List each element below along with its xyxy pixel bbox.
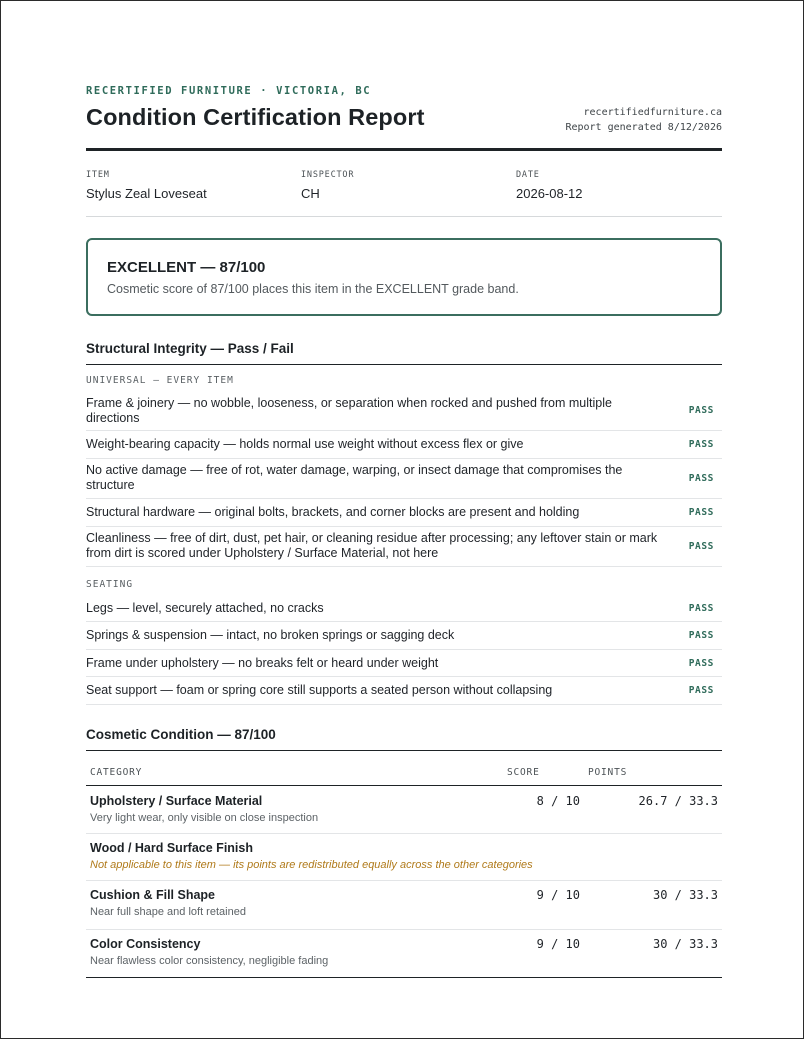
pass-badge: PASS: [688, 473, 714, 484]
table-row: [86, 930, 722, 977]
category-points: 30 / 33.3: [652, 937, 718, 951]
table-row: [86, 834, 722, 881]
check-text: Seat support — foam or spring core still supports a seated person without collapsing: [86, 683, 553, 697]
structural-row: [86, 390, 722, 431]
table-bottom-rule: [86, 977, 722, 978]
pass-badge: PASS: [688, 507, 714, 518]
universal-subheading: UNIVERSAL — EVERY ITEM: [86, 375, 234, 386]
pass-badge: PASS: [688, 685, 714, 696]
cosmetic-table-header: [86, 767, 722, 786]
category-name: Upholstery / Surface Material: [90, 794, 263, 808]
category-description: Near full shape and loft retained: [90, 906, 246, 918]
structural-row: [86, 677, 722, 705]
category-points: 26.7 / 33.3: [638, 794, 718, 808]
check-text: Cleanliness — free of dirt, dust, pet hair, or cleaning residue after processing; any leftover stain or mark from dirt is scored under Upholstery / Surface Material, not here: [86, 531, 658, 560]
check-text: Frame under upholstery — no breaks felt or heard under weight: [86, 656, 439, 670]
category-name: Color Consistency: [90, 937, 201, 951]
category-name: Wood / Hard Surface Finish: [90, 841, 253, 855]
report-title: Condition Certification Report: [86, 104, 425, 130]
inspector-value: CH: [301, 186, 320, 201]
structural-row: [86, 459, 722, 499]
brand-line: RECERTIFIED FURNITURE · VICTORIA, BC: [86, 85, 372, 97]
check-text: Structural hardware — original bolts, brackets, and corner blocks are present and holding: [86, 505, 580, 519]
category-description: Not applicable to this item — its points are redistributed equally across the other categories: [90, 859, 533, 871]
seating-subheading: SEATING: [86, 579, 134, 590]
item-value: Stylus Zeal Loveseat: [86, 186, 207, 201]
check-text: Frame & joinery — no wobble, looseness, or separation when rocked and pushed from multiple directions: [86, 396, 612, 425]
category-description: Very light wear, only visible on close inspection: [90, 812, 319, 824]
pass-badge: PASS: [688, 630, 714, 641]
website-link[interactable]: recertifiedfurniture.ca: [583, 107, 722, 118]
check-text: No active damage — free of rot, water damage, warping, or insect damage that compromises the structure: [86, 463, 623, 492]
meta-item: [86, 170, 207, 201]
structural-row: [86, 527, 722, 567]
header-divider: [86, 148, 722, 151]
check-text: Legs — level, securely attached, no cracks: [86, 601, 324, 615]
table-row: [86, 881, 722, 930]
category-description: Near flawless color consistency, negligible fading: [90, 955, 329, 967]
meta-divider: [86, 216, 722, 217]
cosmetic-heading: Cosmetic Condition — 87/100: [86, 727, 276, 742]
structural-row: [86, 650, 722, 677]
item-label: ITEM: [86, 170, 110, 180]
grade-description: Cosmetic score of 87/100 places this item in the EXCELLENT grade band.: [107, 282, 519, 296]
pass-badge: PASS: [688, 405, 714, 416]
cosmetic-divider: [86, 750, 722, 751]
structural-row: [86, 499, 722, 527]
pass-badge: PASS: [688, 439, 714, 450]
grade-summary-box: [86, 238, 722, 316]
check-text: Weight-bearing capacity — holds normal use weight without excess flex or give: [86, 437, 524, 451]
date-label: DATE: [516, 170, 540, 180]
col-score: SCORE: [507, 767, 540, 778]
inspector-label: INSPECTOR: [301, 170, 355, 180]
category-score: 8 / 10: [536, 794, 580, 808]
structural-heading: Structural Integrity — Pass / Fail: [86, 341, 294, 356]
table-row: [86, 786, 722, 834]
meta-date: [516, 170, 583, 201]
structural-row: [86, 595, 722, 622]
col-category: CATEGORY: [90, 767, 143, 778]
pass-badge: PASS: [688, 658, 714, 669]
grade-title: EXCELLENT — 87/100: [107, 259, 266, 276]
structural-row: [86, 431, 722, 459]
pass-badge: PASS: [688, 541, 714, 552]
check-text: Springs & suspension — intact, no broken springs or sagging deck: [86, 628, 455, 642]
col-points: POINTS: [588, 767, 628, 778]
category-score: 9 / 10: [536, 888, 580, 902]
structural-divider: [86, 364, 722, 365]
category-name: Cushion & Fill Shape: [90, 888, 216, 902]
pass-badge: PASS: [688, 603, 714, 614]
category-points: 30 / 33.3: [652, 888, 718, 902]
structural-row: [86, 622, 722, 650]
date-value: 2026-08-12: [516, 186, 583, 201]
generated-date: Report generated 8/12/2026: [565, 122, 722, 133]
meta-inspector: [301, 170, 354, 201]
report-source: [565, 105, 722, 135]
category-score: 9 / 10: [536, 937, 580, 951]
meta-row: [86, 170, 722, 200]
